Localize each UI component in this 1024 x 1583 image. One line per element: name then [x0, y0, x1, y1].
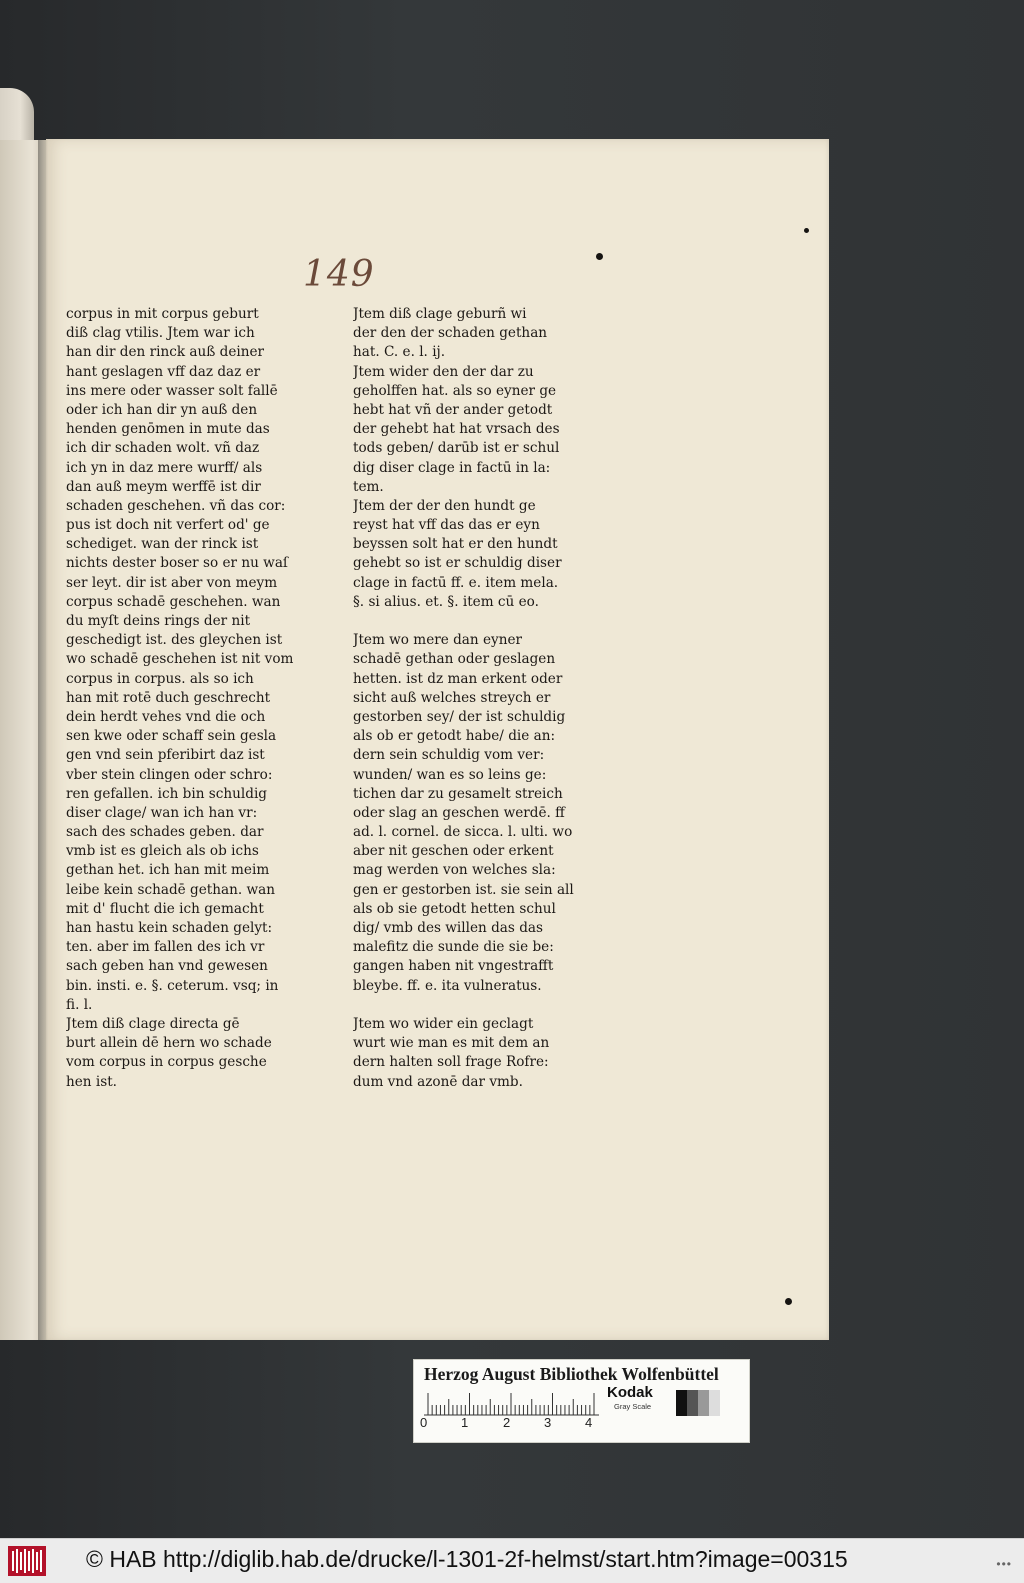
scale-number: 4: [585, 1415, 593, 1430]
text-line: sicht auß welches streych er: [353, 689, 551, 706]
text-line: clage in factū ff. e. item mela.: [353, 574, 559, 591]
scale-number: 2: [503, 1415, 511, 1430]
text-line: hetten. ist dz man erkent oder: [353, 670, 563, 687]
text-line: oder slag an geschen werdē. ff: [353, 804, 565, 821]
ink-spot: [785, 1298, 792, 1305]
text-line: burt allein dē hern wo schade: [66, 1035, 272, 1052]
text-line: hat. C. e. l. ij.: [353, 344, 446, 361]
text-line: ich yn in daz mere wurff/ als: [66, 459, 263, 476]
text-line: der gehebt hat hat vrsach des: [353, 421, 560, 438]
text-line: han mit rotē duch geschrecht: [66, 689, 271, 706]
text-line: hebt hat vñ der ander getodt: [353, 401, 553, 418]
text-line: sen kwe oder schaff sein gesla: [66, 728, 277, 745]
text-line: gangen haben nit vngestrafft: [353, 958, 554, 975]
text-line: hen ist.: [66, 1073, 117, 1090]
text-line: gehebt so ist er schuldig diser: [353, 555, 562, 572]
text-line: gen vnd sein pferibirt daz ist: [66, 747, 265, 764]
text-line: dern sein schuldig vom ver:: [353, 747, 545, 764]
text-line: schadē gethan oder geslagen: [353, 651, 556, 668]
kodak-logo: Kodak: [607, 1384, 653, 1401]
text-line: du myſt deins rings der nit: [66, 613, 251, 629]
text-line: bleybe. ff. e. ita vulneratus.: [353, 977, 542, 994]
text-line: vber stein clingen oder schro:: [66, 766, 273, 783]
text-line: sach des schades geben. dar: [66, 824, 264, 841]
text-line: geschedigt ist. des gleychen ist: [66, 632, 283, 649]
color-calibration-card: [413, 1359, 750, 1443]
text-line: gethan het. ich han mit meim: [66, 862, 270, 879]
text-line: corpus in mit corpus geburt: [66, 306, 259, 322]
text-line: als ob er getodt habe/ die an:: [353, 728, 556, 745]
text-line: ins mere oder wasser solt fallē: [66, 382, 278, 399]
text-line: geholffen hat. als so eyner ge: [353, 382, 557, 399]
ruler-scale: [424, 1390, 599, 1416]
text-line: Jtem diß clage geburñ wi: [353, 306, 527, 322]
text-line: Jtem der der den hundt ge: [353, 497, 536, 514]
text-line: als ob sie getodt hetten schul: [353, 900, 556, 917]
hab-logo-icon: [8, 1546, 46, 1576]
scale-number: 1: [461, 1415, 469, 1430]
text-line: han dir den rinck auß deiner: [66, 344, 265, 361]
ink-spot: [804, 228, 809, 233]
text-line: gen er gestorben ist. sie sein all: [353, 881, 574, 898]
text-line: pus ist doch nit verfert od' ge: [66, 517, 270, 534]
text-line: tem.: [353, 478, 384, 495]
text-line: malefitz die sunde die sie be:: [353, 939, 554, 956]
text-line: Jtem wo mere dan eyner: [353, 632, 523, 649]
text-line: ser leyt. dir ist aber von meym: [66, 574, 278, 591]
text-line: bin. insti. e. §. ceterum. vsq; in: [66, 977, 279, 994]
text-line: han hastu kein schaden gelyt:: [66, 920, 273, 936]
library-name: Herzog August Bibliothek Wolfenbüttel: [424, 1364, 719, 1384]
text-line: oder ich han dir yn auß den: [66, 401, 258, 418]
text-line: ad. l. cornel. de sicca. l. ulti. wo: [353, 824, 573, 841]
viewer-footer-bar: [0, 1538, 1024, 1583]
text-line: schaden geschehen. vñ das cor:: [66, 497, 286, 514]
source-url-link[interactable]: © HAB http://diglib.hab.de/drucke/l-1301-2f-helmst/start.htm?image=00315: [86, 1546, 848, 1572]
text-line: dan auß meym werffē ist dir: [66, 478, 261, 495]
text-line: henden genōmen in mute das: [66, 421, 270, 438]
text-line: diß clag vtilis. Jtem war ich: [66, 325, 255, 342]
text-line: diser clage/ wan ich han vr:: [66, 804, 258, 821]
text-line: der den der schaden gethan: [353, 325, 548, 342]
text-line: corpus schadē geschehen. wan: [66, 593, 281, 610]
text-line: dein herdt vehes vnd die och: [66, 708, 266, 725]
text-line: dig/ vmb des willen das das: [353, 920, 543, 936]
text-line: dum vnd azonē dar vmb.: [353, 1073, 523, 1090]
text-line: hant geslagen vff daz daz er: [66, 363, 261, 380]
text-line: leibe kein schadē gethan. wan: [66, 881, 275, 898]
text-line: wo schadē geschehen ist nit vom: [66, 651, 294, 668]
text-line: wurt wie man es mit dem an: [353, 1035, 550, 1052]
gray-scale-label: Gray Scale: [614, 1402, 652, 1411]
text-line: sach geben han vnd gewesen: [66, 958, 268, 975]
text-line: dern halten soll frage Rofre:: [353, 1054, 549, 1071]
text-line: nichts dester boser so er nu waſ: [66, 555, 288, 572]
text-line: mit d' flucht die ich gemacht: [66, 900, 264, 917]
scale-number: 3: [544, 1415, 552, 1430]
text-line: fi. l.: [66, 996, 93, 1013]
text-line: ich dir schaden wolt. vñ daz: [66, 440, 260, 457]
text-line: dig diser clage in factū in la:: [353, 459, 551, 476]
folio-number: 149: [303, 254, 375, 295]
text-line: tods geben/ darūb ist er schul: [353, 440, 560, 457]
ink-spot: [596, 253, 603, 260]
text-line: §. si alius. et. §. item cū eo.: [353, 593, 539, 610]
text-line: ten. aber im fallen des ich vr: [66, 939, 265, 956]
text-line: corpus in corpus. als so ich: [66, 670, 254, 687]
scale-number: 0: [420, 1415, 428, 1430]
text-line: aber nit geschen oder erkent: [353, 843, 554, 860]
text-line: ren gefallen. ich bin schuldig: [66, 785, 267, 802]
text-line: Jtem wider den der dar zu: [353, 363, 534, 380]
text-line: beyssen solt hat er den hundt: [353, 536, 558, 553]
text-line: [353, 612, 597, 631]
text-line: Jtem diß clage directa gē: [66, 1015, 240, 1032]
text-line: vom corpus in corpus gesche: [66, 1054, 267, 1071]
text-column-right: [353, 305, 597, 1092]
text-line: Jtem wo wider ein geclagt: [353, 1015, 534, 1032]
text-column-left: [66, 305, 306, 1092]
text-line: reyst hat vff das das er eyn: [353, 517, 540, 534]
text-line: wunden/ wan es so leins ge:: [353, 766, 547, 783]
text-line: vmb ist es gleich als ob ichs: [66, 843, 259, 860]
text-line: gestorben sey/ der ist schuldig: [353, 708, 566, 725]
text-line: [353, 996, 597, 1015]
text-line: mag werden von welches sla:: [353, 862, 556, 879]
spine-shadow: [38, 140, 48, 1340]
text-line: tichen dar zu gesamelt streich: [353, 785, 563, 802]
gray-scale-swatches: [676, 1390, 720, 1416]
more-menu-icon[interactable]: •••: [996, 1557, 1012, 1571]
text-line: schediget. wan der rinck ist: [66, 536, 259, 553]
